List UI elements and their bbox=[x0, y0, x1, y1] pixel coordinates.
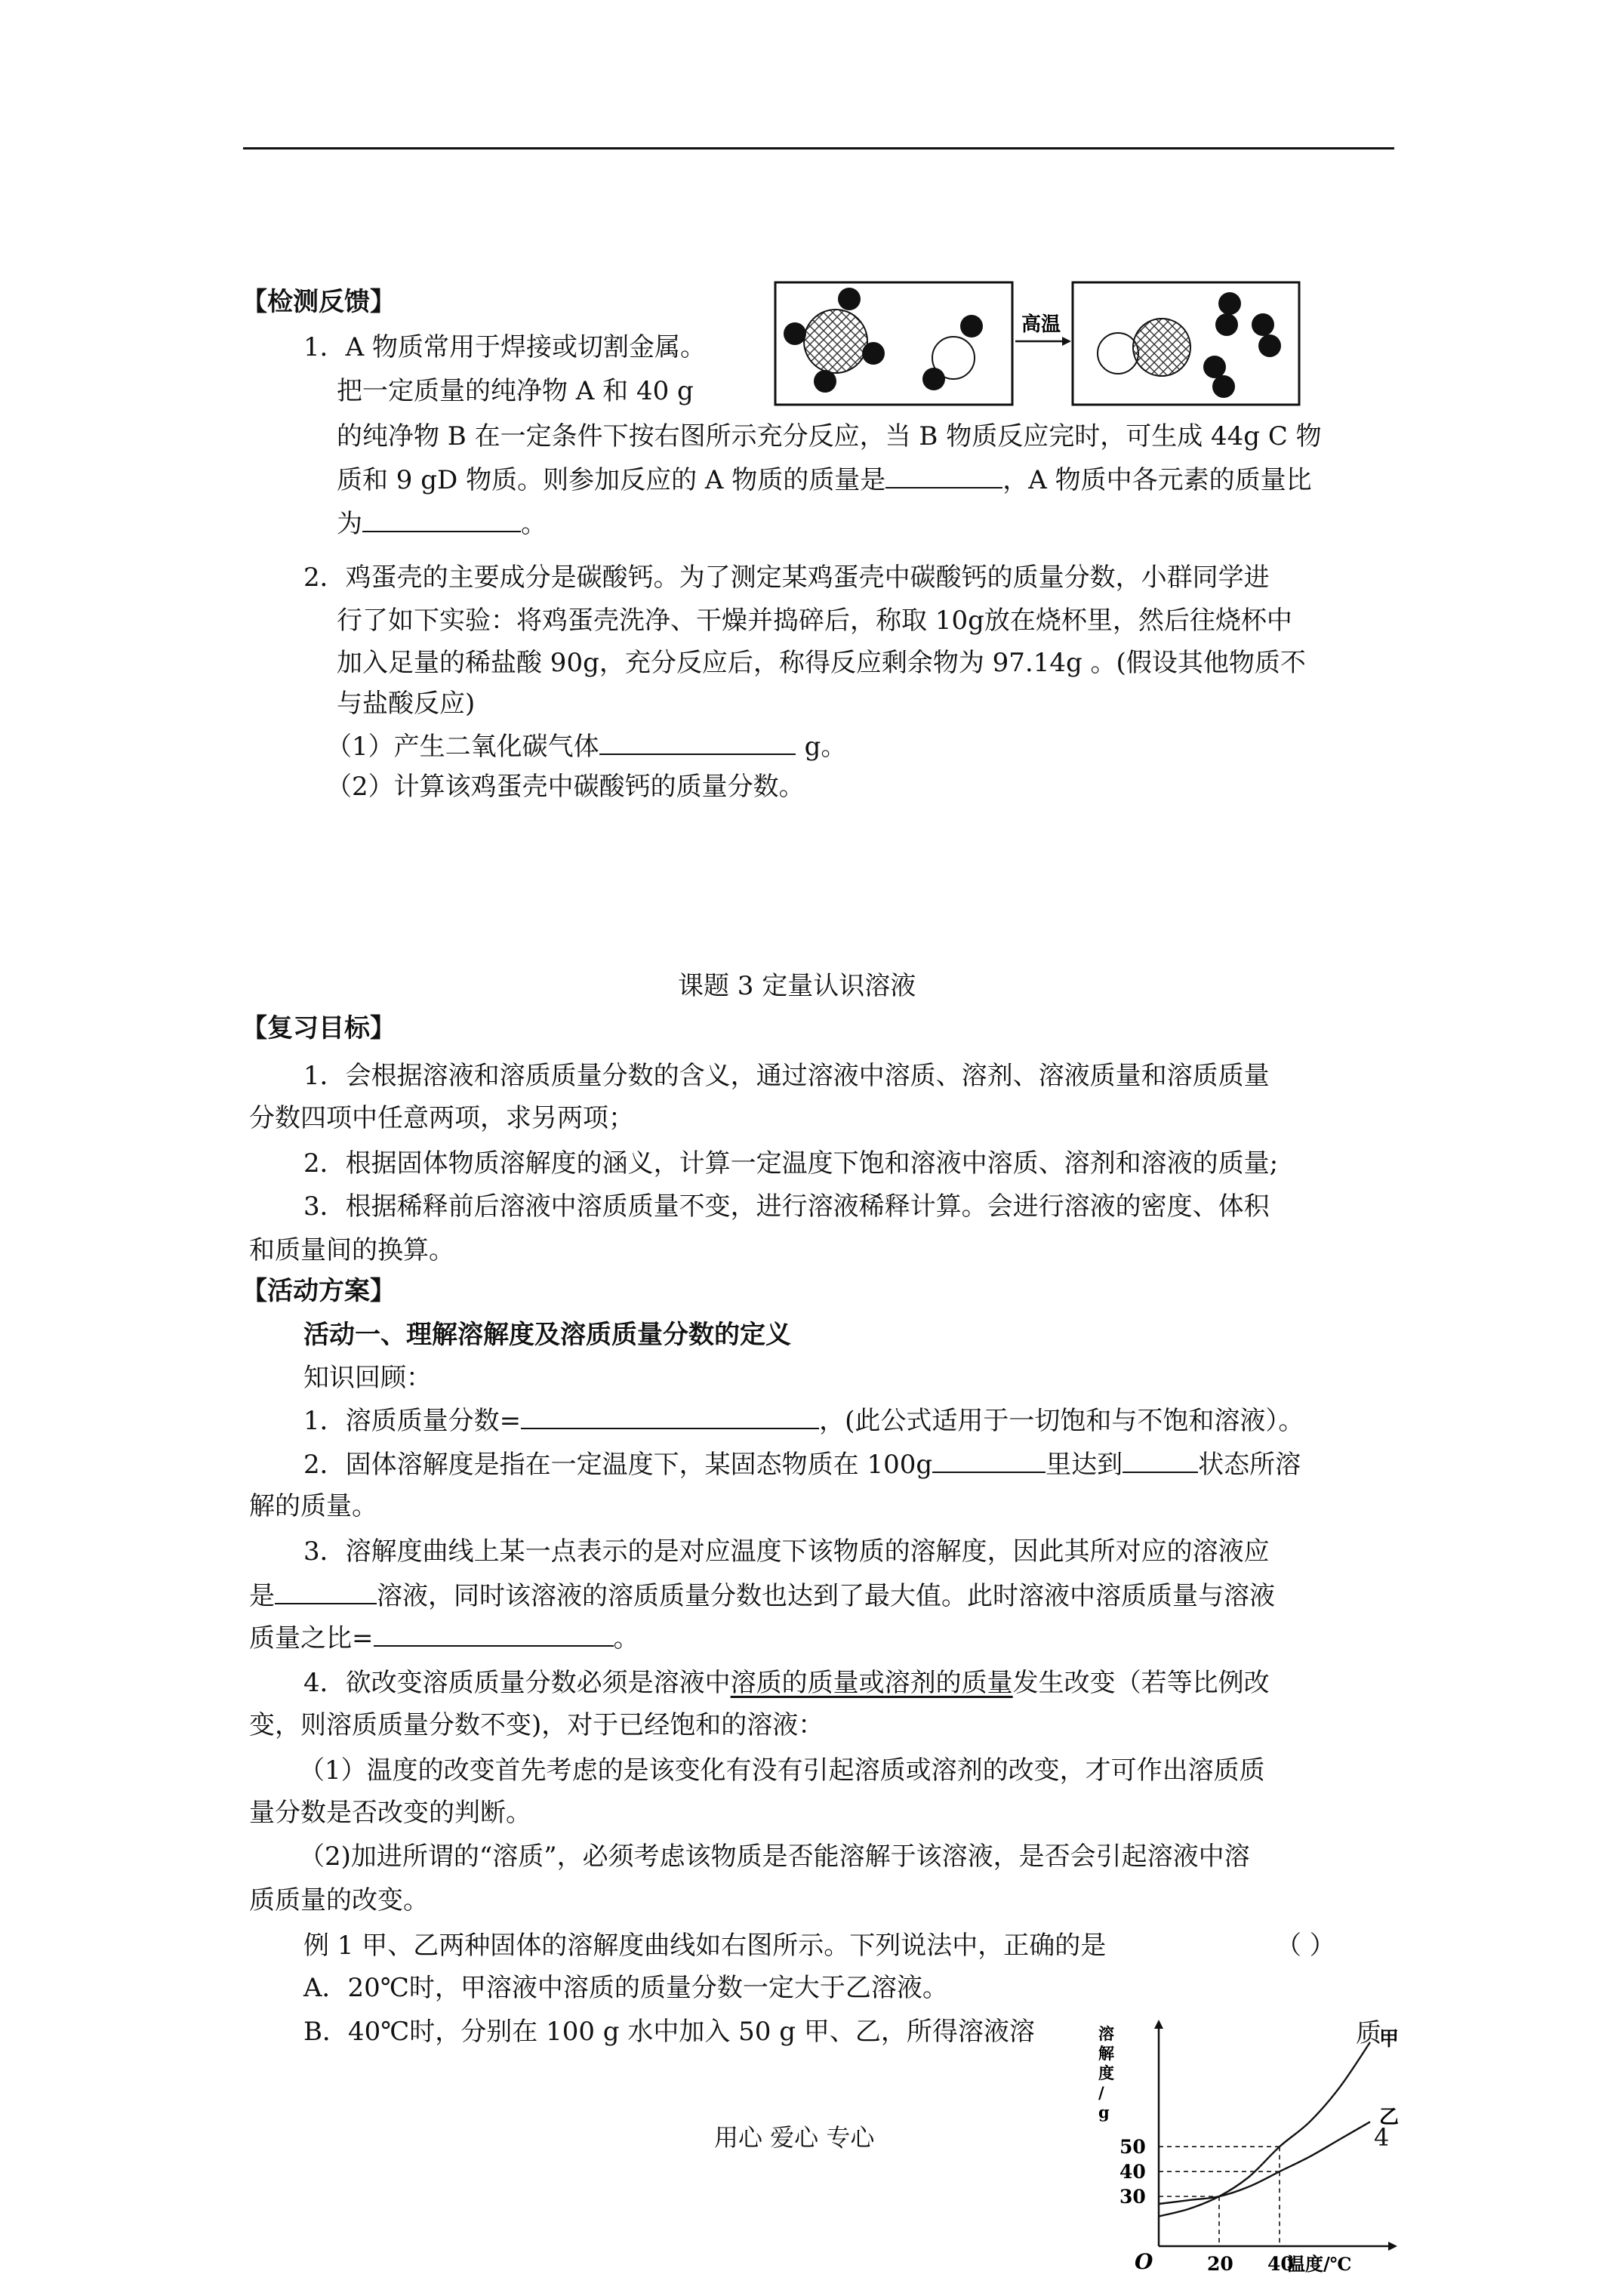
answer-blank-a-mass[interactable] bbox=[885, 464, 1002, 488]
knowledge-review: 知识回顾： bbox=[303, 1363, 432, 1393]
q2-sub2: （2）计算该鸡蛋壳中碳酸钙的质量分数。 bbox=[326, 772, 805, 802]
series-label: 甲 bbox=[1379, 2027, 1400, 2051]
product-d-atom bbox=[1258, 334, 1281, 357]
y-axis-label: 度 bbox=[1098, 2063, 1114, 2082]
molecule-b-atom bbox=[922, 368, 945, 390]
footer-motto: 用心 爱心 专心 bbox=[714, 2123, 875, 2152]
product-d-atom bbox=[1215, 313, 1238, 336]
answer-blank-solution-type[interactable] bbox=[275, 1580, 377, 1604]
k3-text-d: 质量之比= bbox=[249, 1623, 374, 1653]
k4-line1 bbox=[303, 1668, 1270, 1698]
y-tick-label: 50 bbox=[1119, 2136, 1146, 2159]
plan-heading: 【活动方案】 bbox=[242, 1276, 396, 1306]
series-line-0 bbox=[1159, 2042, 1370, 2217]
goal1-line1: 1．会根据溶液和溶质质量分数的含义，通过溶液中溶质、溶剂、溶液质量和溶质质量 bbox=[303, 1061, 1270, 1091]
q1-line5 bbox=[337, 508, 547, 539]
k1 bbox=[303, 1405, 1304, 1436]
reaction-diagram bbox=[774, 281, 1302, 408]
k4-sub2-line2: 质质量的改变。 bbox=[249, 1885, 429, 1915]
y-axis-label: g bbox=[1098, 2103, 1110, 2122]
k1-text-a: 1．溶质质量分数= bbox=[303, 1406, 522, 1436]
k2-text-b: 里达到 bbox=[1046, 1450, 1123, 1480]
q1-line4-text-a: 质和 9 gD 物质。则参加反应的 A 物质的质量是 bbox=[337, 465, 886, 495]
molecule-a-atom bbox=[784, 322, 806, 345]
answer-blank-formula[interactable] bbox=[521, 1405, 819, 1429]
k4-line2: 变，则溶质质量分数不变)，对于已经饱和的溶液： bbox=[249, 1710, 824, 1740]
k4-sub1-line2: 量分数是否改变的判断。 bbox=[249, 1798, 531, 1828]
goals-heading: 【复习目标】 bbox=[242, 1013, 396, 1043]
q2-line3: 加入足量的稀盐酸 90g，充分反应后，称得反应剩余物为 97.14g 。(假设其他物质不 bbox=[337, 648, 1306, 678]
molecule-a-center bbox=[804, 310, 867, 373]
k2 bbox=[303, 1449, 1301, 1480]
product-c-atom bbox=[1133, 319, 1190, 376]
k2-text-c: 状态所溶 bbox=[1198, 1450, 1301, 1480]
answer-blank-co2[interactable] bbox=[599, 731, 796, 755]
q2-line1: 2．鸡蛋壳的主要成分是碳酸钙。为了测定某鸡蛋壳中碳酸钙的质量分数，小群同学进 bbox=[303, 562, 1270, 593]
y-axis-label: 溶 bbox=[1098, 2024, 1114, 2043]
k4-text-1: 4．欲改变溶质质量分数必须是溶液中 bbox=[303, 1668, 731, 1698]
k3-line2 bbox=[249, 1580, 1275, 1611]
goal3-line1: 3．根据稀释前后溶液中溶质质量不变，进行溶液稀释计算。会进行溶液的密度、体积 bbox=[303, 1191, 1270, 1222]
example1-answer-paren[interactable]: （ ） bbox=[1276, 1931, 1335, 1961]
molecule-b-atom bbox=[960, 315, 983, 337]
y-tick-label: 30 bbox=[1119, 2186, 1146, 2208]
feedback-heading: 【检测反馈】 bbox=[242, 287, 396, 317]
series-label: 乙 bbox=[1379, 2106, 1400, 2129]
k4-underlined-text: 溶质的质量或溶剂的质量 bbox=[730, 1668, 1013, 1698]
k4-sub1-line1: （1）温度的改变首先考虑的是该变化有没有引起溶质或溶剂的改变，才可作出溶质质 bbox=[299, 1755, 1265, 1786]
reaction-diagram-svg bbox=[774, 281, 1302, 408]
q2-sub1-text: （1）产生二氧化碳气体 bbox=[326, 732, 599, 762]
page-number: 4 bbox=[1374, 2123, 1390, 2152]
goal2: 2．根据固体物质溶解度的涵义，计算一定温度下饱和溶液中溶质、溶剂和溶液的质量; bbox=[303, 1148, 1279, 1179]
answer-blank-ratio[interactable] bbox=[374, 1623, 614, 1647]
k1-text-b: ，(此公式适用于一切饱和与不饱和溶液）。 bbox=[819, 1406, 1304, 1436]
option-b: B．40℃时，分别在 100 g 水中加入 50 g 甲、乙，所得溶液溶 bbox=[303, 2017, 1035, 2047]
solubility-chart-svg bbox=[1083, 2020, 1400, 2291]
product-c-atom bbox=[1098, 333, 1138, 374]
x-tick-label: 40 bbox=[1267, 2253, 1294, 2275]
y-axis-label: 解 bbox=[1098, 2044, 1114, 2063]
product-d-atom bbox=[1218, 292, 1241, 315]
k4-text-3: 发生改变（若等比例改 bbox=[1012, 1668, 1270, 1698]
molecule-a-atom bbox=[814, 370, 836, 393]
solubility-chart bbox=[1083, 2020, 1400, 2291]
reaction-arrowhead bbox=[1062, 337, 1071, 346]
option-a: A．20℃时，甲溶液中溶质的质量分数一定大于乙溶液。 bbox=[303, 1973, 948, 2003]
molecule-a-atom bbox=[838, 288, 861, 310]
lesson-title: 课题 3 定量认识溶液 bbox=[678, 971, 916, 1001]
q1-line3: 的纯净物 B 在一定条件下按右图所示充分反应，当 B 物质反应完时，可生成 44g C 物 bbox=[337, 421, 1322, 451]
example1: 例 1 甲、乙两种固体的溶解度曲线如右图所示。下列说法中，正确的是 bbox=[303, 1931, 1107, 1961]
q2-line2: 行了如下实验：将鸡蛋壳洗净、干燥并捣碎后，称取 10g放在烧杯里，然后往烧杯中 bbox=[337, 606, 1292, 636]
product-d-atom bbox=[1252, 313, 1274, 336]
option-b-tail: 质 bbox=[1356, 2018, 1381, 2048]
x-tick-label: 20 bbox=[1207, 2253, 1233, 2275]
q1-line5-text-a: 为 bbox=[337, 509, 362, 539]
x-axis-label: 温度/℃ bbox=[1287, 2253, 1352, 2275]
goal3-line2: 和质量间的换算。 bbox=[249, 1235, 454, 1265]
k3-text-c: 溶液，同时该溶液的溶质质量分数也达到了最大值。此时溶液中溶质质量与溶液 bbox=[377, 1581, 1275, 1611]
answer-blank-solvent[interactable] bbox=[932, 1449, 1046, 1473]
y-axis-label: / bbox=[1098, 2083, 1104, 2102]
product-d-atom bbox=[1212, 375, 1235, 398]
origin-label: O bbox=[1135, 2249, 1153, 2274]
activity1-title: 活动一、理解溶解度及溶质质量分数的定义 bbox=[303, 1320, 791, 1350]
goal1-line2: 分数四项中任意两项，求另两项； bbox=[249, 1103, 634, 1133]
answer-blank-mass-ratio[interactable] bbox=[362, 508, 521, 532]
q2-sub1 bbox=[326, 731, 846, 762]
k3-line3 bbox=[249, 1623, 639, 1653]
x-axis-arrow bbox=[1388, 2242, 1397, 2251]
condition-label: 高温 bbox=[1021, 313, 1061, 336]
q1-line2: 把一定质量的纯净物 A 和 40 g bbox=[337, 376, 694, 406]
y-axis-arrow bbox=[1154, 2020, 1163, 2029]
y-tick-label: 40 bbox=[1119, 2161, 1146, 2184]
q1-line4 bbox=[337, 464, 1312, 495]
k2-text-a: 2．固体溶解度是指在一定温度下，某固态物质在 100g bbox=[303, 1450, 933, 1480]
answer-blank-state[interactable] bbox=[1123, 1449, 1198, 1473]
q2-sub1-unit: g。 bbox=[804, 732, 847, 762]
header-rule bbox=[243, 147, 1394, 149]
k4-sub2-line1: （2)加进所谓的“溶质”，必须考虑该物质是否能溶解于该溶液，是否会引起溶液中溶 bbox=[299, 1841, 1250, 1872]
q1-line4-text-b: ，A 物质中各元素的质量比 bbox=[1002, 465, 1312, 495]
q1-line5-text-b: 。 bbox=[521, 509, 547, 539]
k3-text-e: 。 bbox=[613, 1623, 639, 1653]
k2-line2: 解的质量。 bbox=[249, 1491, 377, 1521]
k3-text-b: 是 bbox=[249, 1581, 275, 1611]
product-d-atom bbox=[1203, 356, 1226, 378]
k3-line1: 3．溶解度曲线上某一点表示的是对应温度下该物质的溶解度，因此其所对应的溶液应 bbox=[303, 1536, 1270, 1567]
molecule-a-atom bbox=[862, 342, 885, 365]
q1-line1: 1．A 物质常用于焊接或切割金属。 bbox=[303, 332, 706, 362]
q2-line4: 与盐酸反应) bbox=[337, 689, 476, 719]
